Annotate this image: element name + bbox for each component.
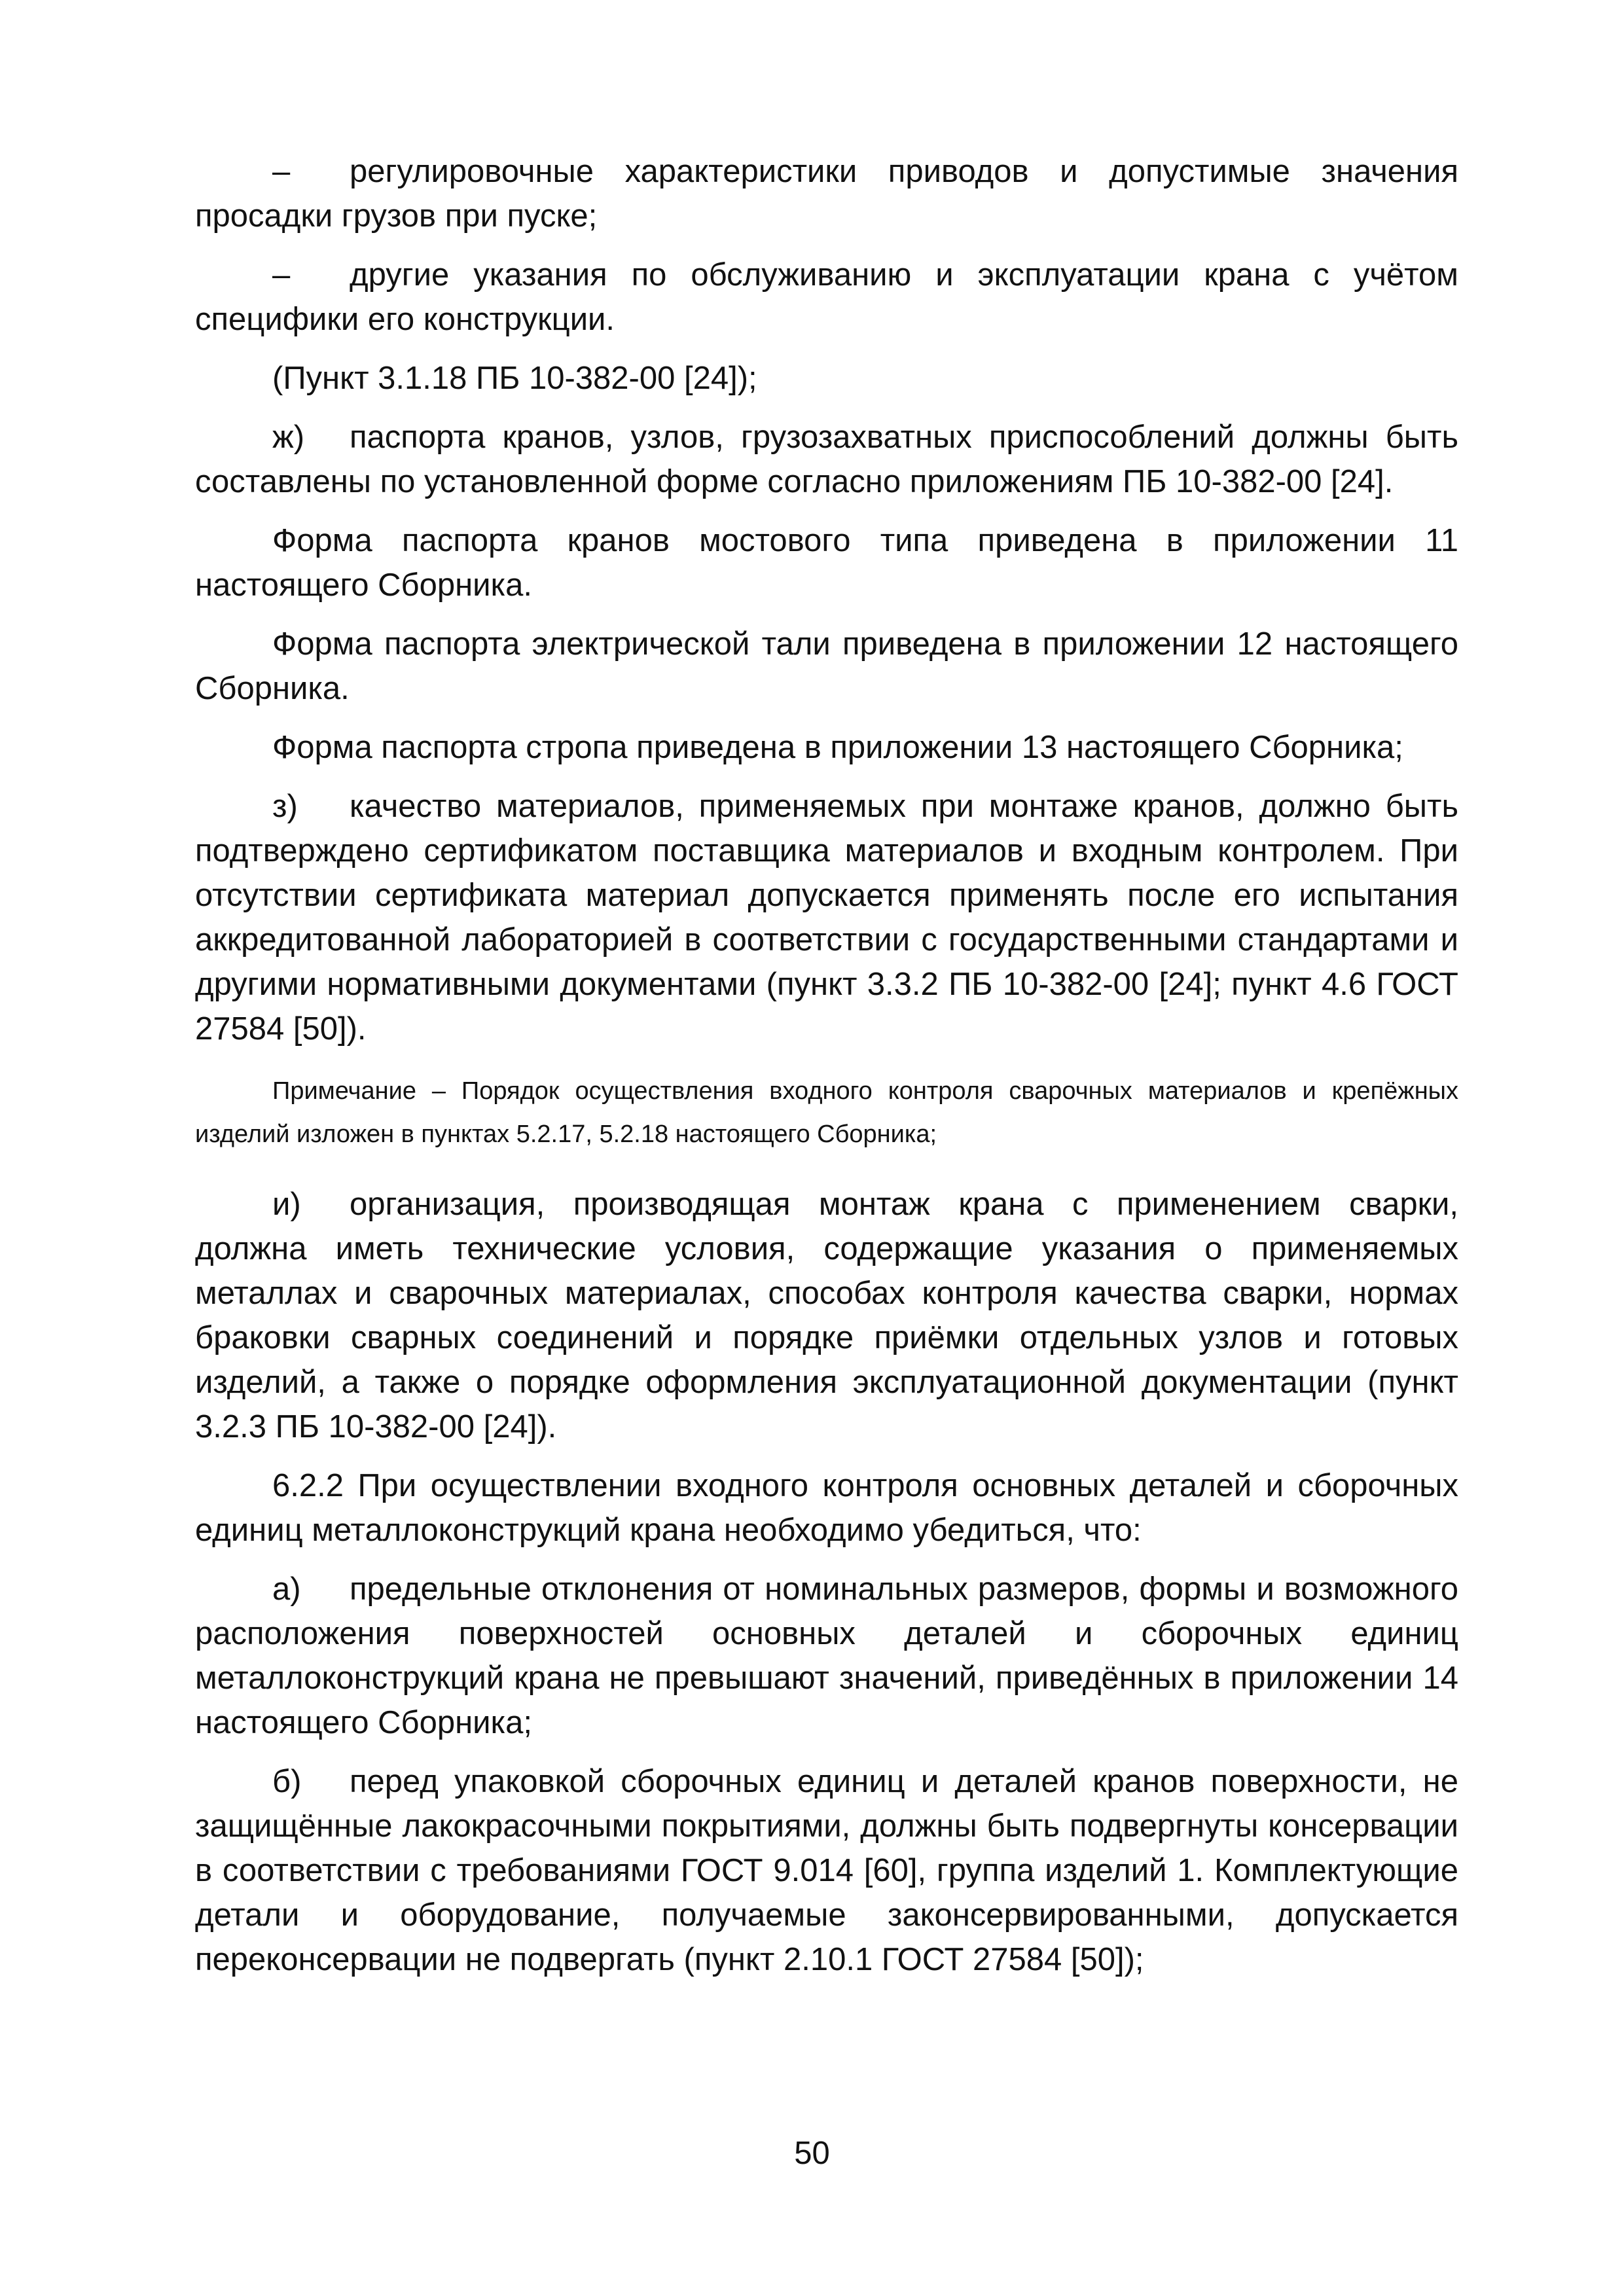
list-marker: ж) bbox=[272, 420, 305, 455]
list-item-a bbox=[195, 1567, 1458, 1745]
list-marker: и) bbox=[272, 1187, 301, 1222]
paragraph-text: другие указания по обслуживанию и эксплуатации крана с учётом специфики его конструкции. bbox=[195, 257, 1458, 337]
dash-marker: – bbox=[272, 257, 291, 293]
list-item-dash-2 bbox=[195, 253, 1458, 342]
paragraph-text: качество материалов, применяемых при монтаже кранов, должно быть подтверждено сертификатом поставщика материалов и входным контролем. При отсутствии сертификата материал допускается применять после его испытания аккредитованной лабораторией в соответствии с государственными стандартами и другими нормативными документами (пункт 3.3.2 ПБ 10-382-00 [24]; пункт 4.6 ГОСТ 27584 [50]). bbox=[195, 789, 1458, 1047]
paragraph-crane-passport: Форма паспорта кранов мостового типа приведена в приложении 11 настоящего Сборника. bbox=[195, 523, 1458, 603]
paragraph-6-2-2: 6.2.2 При осуществлении входного контроля основных деталей и сборочных единиц металлоконструкций крана необходимо убедиться, что: bbox=[195, 1468, 1458, 1548]
paragraph-text: паспорта кранов, узлов, грузозахватных приспособлений должны быть составлены по установленной форме согласно приложениям ПБ 10-382-00 [24]. bbox=[195, 420, 1458, 499]
list-marker: а) bbox=[272, 1571, 301, 1607]
paragraph-text: регулировочные характеристики приводов и допустимые значения просадки грузов при пуске; bbox=[195, 154, 1458, 234]
document-page bbox=[195, 149, 1458, 1996]
list-marker: з) bbox=[272, 789, 298, 824]
page-number: 50 bbox=[794, 2136, 830, 2171]
paragraph-sling-passport: Форма паспорта стропа приведена в приложении 13 настоящего Сборника; bbox=[272, 730, 1403, 765]
dash-marker: – bbox=[272, 154, 291, 189]
paragraph-text: перед упаковкой сборочных единиц и деталей кранов поверхности, не защищённые лакокрасочными покрытиями, должны быть подвергнуты консервации в соответствии с требованиями ГОСТ 9.014 [60], группа изделий 1. Комплектующие детали и оборудование, получаемые законсервированными, допускается переконсервации не подвергать (пункт 2.10.1 ГОСТ 27584 [50]); bbox=[195, 1764, 1458, 1977]
list-item-b bbox=[195, 1759, 1458, 1982]
list-item-zh bbox=[195, 415, 1458, 504]
paragraph-hoist-passport: Форма паспорта электрической тали приведена в приложении 12 настоящего Сборника. bbox=[195, 626, 1458, 706]
list-item-dash-1 bbox=[195, 149, 1458, 238]
list-item-z bbox=[195, 784, 1458, 1051]
list-marker: б) bbox=[272, 1764, 302, 1799]
paragraph-reference: (Пункт 3.1.18 ПБ 10-382-00 [24]); bbox=[272, 361, 757, 396]
note-paragraph: Примечание – Порядок осуществления входного контроля сварочных материалов и крепёжных изделий изложен в пунктах 5.2.17, 5.2.18 настоящего Сборника; bbox=[195, 1077, 1458, 1148]
list-item-i bbox=[195, 1182, 1458, 1449]
paragraph-text: предельные отклонения от номинальных размеров, формы и возможного расположения поверхностей основных деталей и сборочных единиц металлоконструкций крана не превышают значений, приведённых в приложении 14 настоящего Сборника; bbox=[195, 1571, 1458, 1740]
paragraph-text: организация, производящая монтаж крана с применением сварки, должна иметь технические условия, содержащие указания о применяемых металлах и сварочных материалах, способах контроля качества сварки, нормах браковки сварных соединений и порядке приёмки отдельных узлов и готовых изделий, а также о порядке оформления эксплуатационной документации (пункт 3.2.3 ПБ 10-382-00 [24]). bbox=[195, 1187, 1458, 1444]
